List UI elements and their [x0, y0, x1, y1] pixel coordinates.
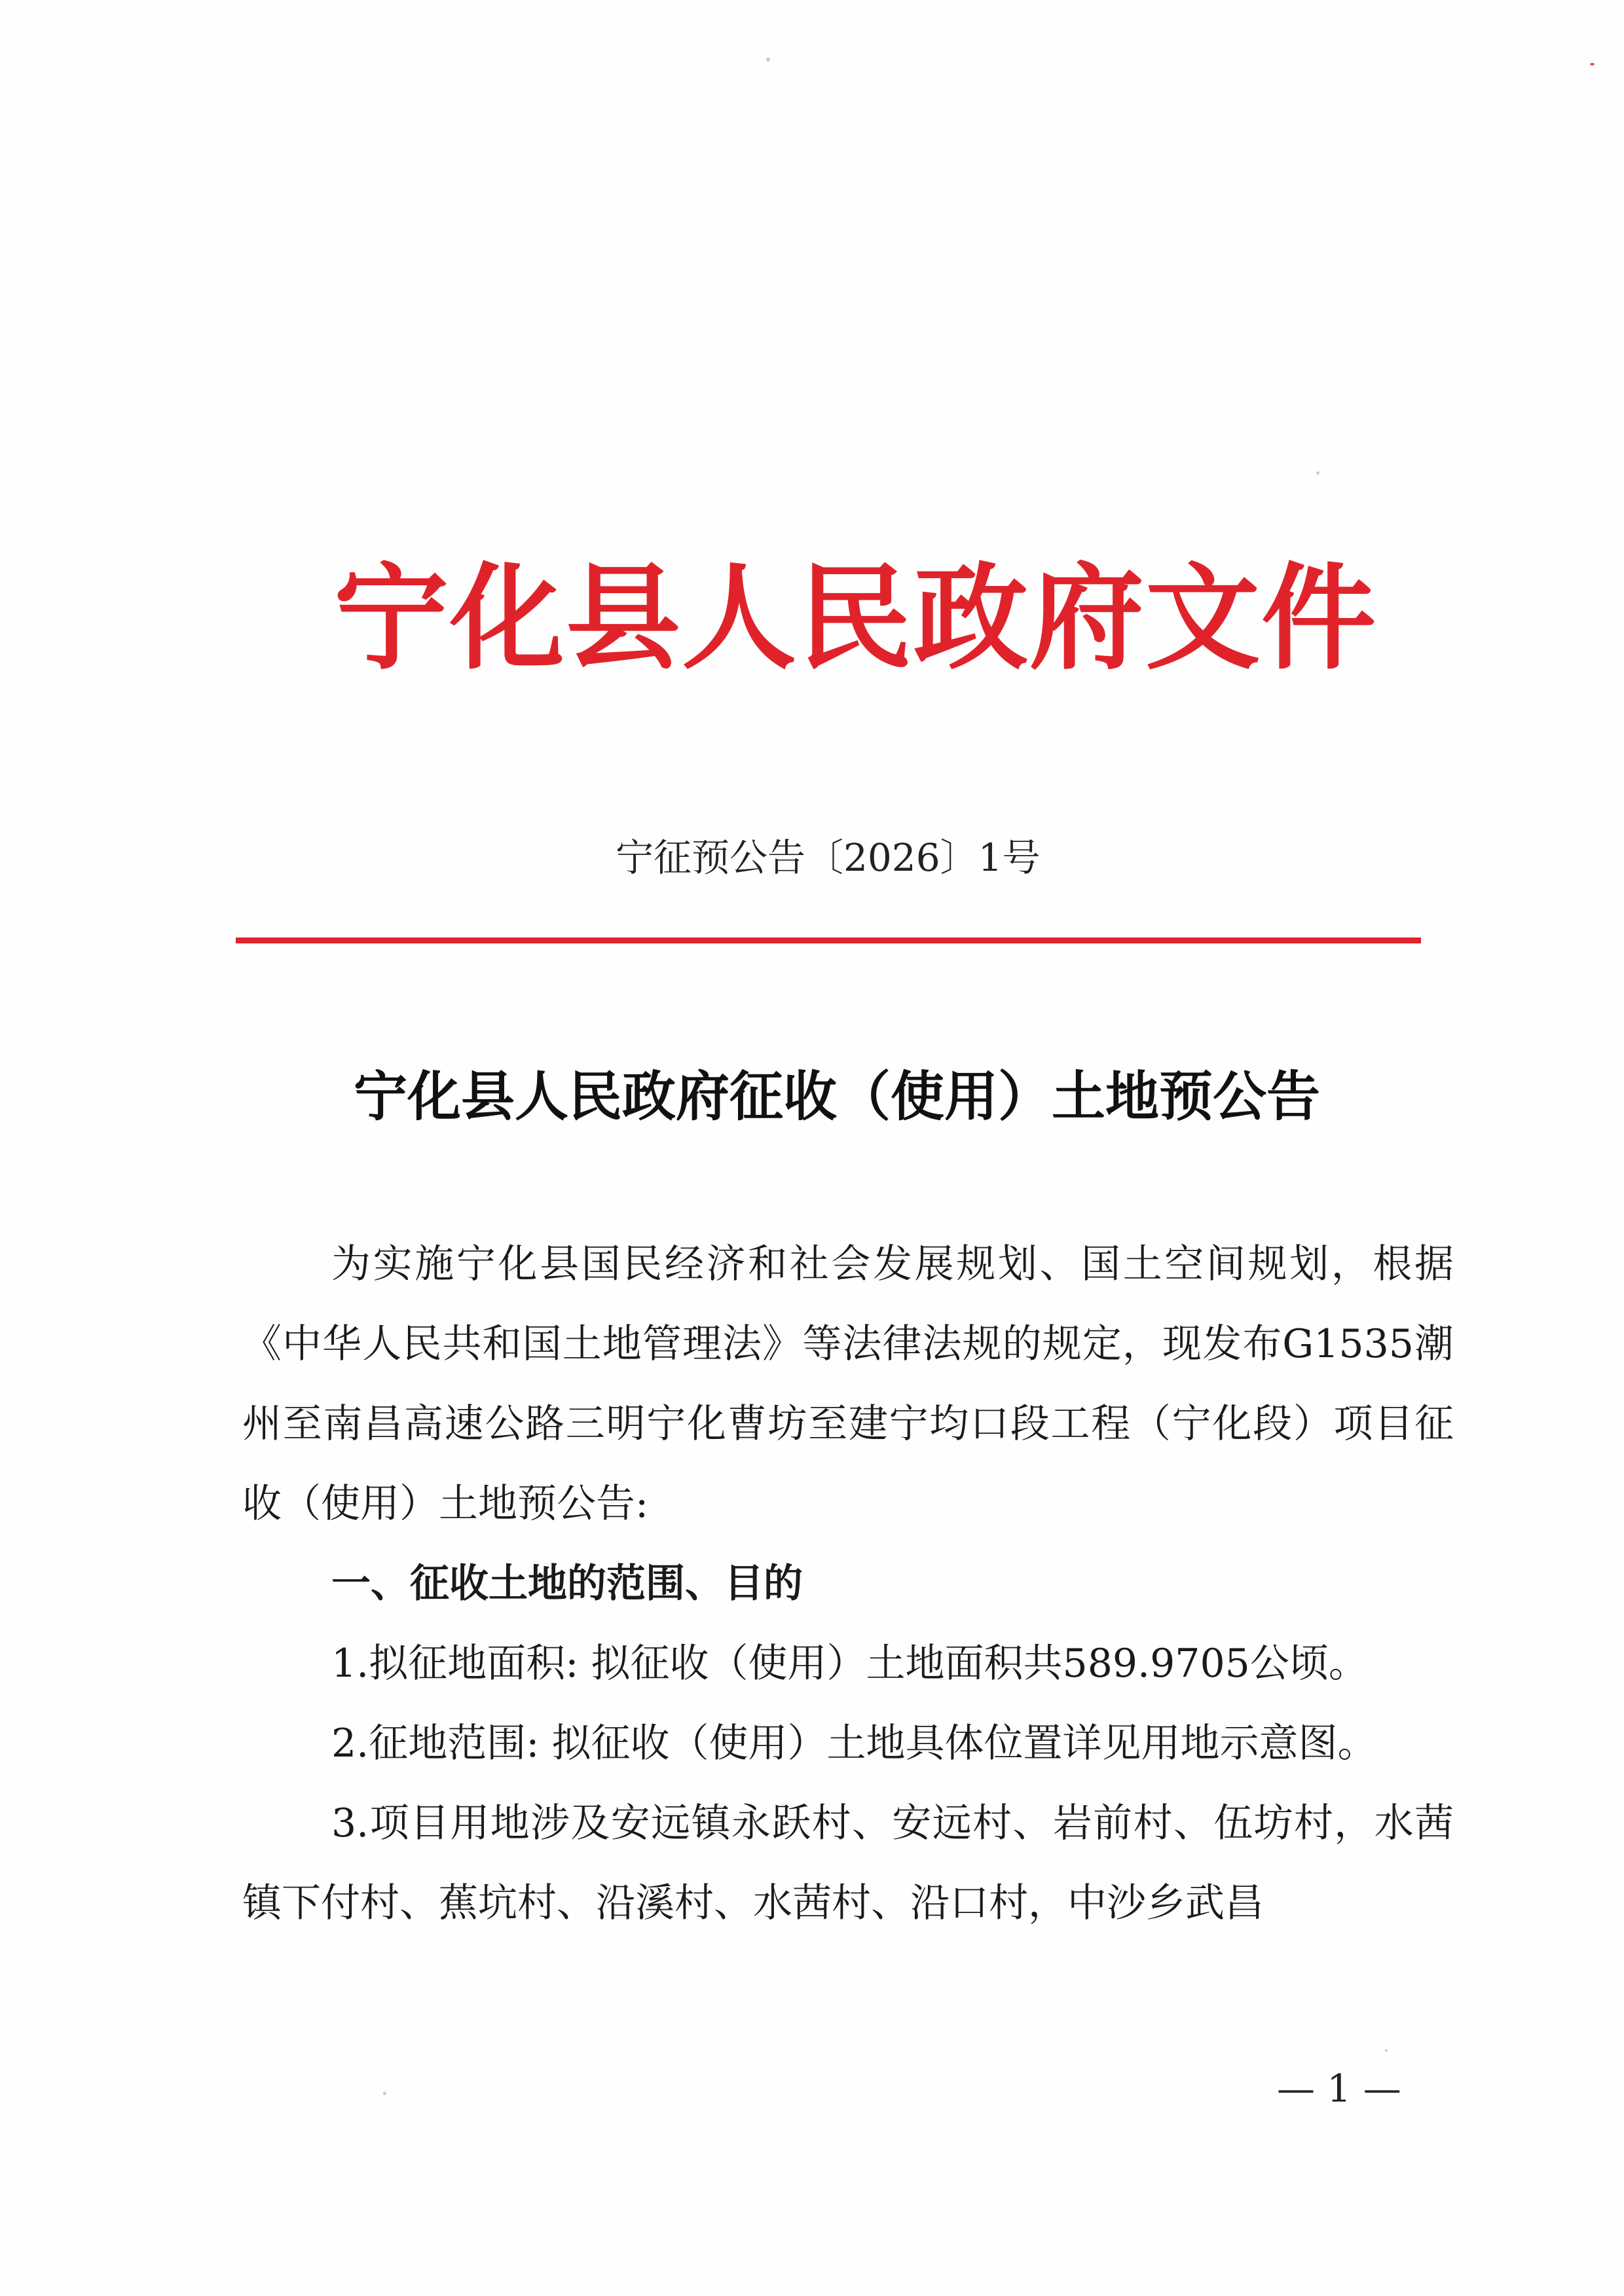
list-item: 2.征地范围: 拟征收（使用）土地具体位置详见用地示意图。 [331, 1721, 1377, 1766]
intro-paragraph: 为实施宁化县国民经济和社会发展规划、国土空间规划，根据《中华人民共和国土地管理法》等法律法规的规定，现发布G1535潮州至南昌高速公路三明宁化曹坊至建宁均口段工程（宁化段）项目征收（使用）土地预公告: [242, 1241, 1454, 1527]
red-divider-line [236, 938, 1421, 943]
list-item: 1.拟征地面积: 拟征收（使用）土地面积共589.9705公顷。 [331, 1641, 1368, 1686]
section-heading: 一、征收土地的范围、目的 [331, 1561, 803, 1607]
notice-body [242, 1224, 1454, 1943]
page-number: — 1 — [1277, 2066, 1401, 2111]
scan-speck [1590, 63, 1595, 65]
notice-title: 宁化县人民政府征收（使用）土地预公告 [354, 1065, 1321, 1128]
scan-speck [1316, 471, 1320, 475]
document-number: 宁征预公告〔2026〕1号 [616, 835, 1041, 880]
scan-speck [383, 2092, 386, 2095]
scan-speck [1385, 2049, 1388, 2052]
list-item: 3.项目用地涉及安远镇永跃村、安远村、岩前村、伍坊村，水茜镇下付村、蕉坑村、沿溪村、水茜村、沿口村，中沙乡武昌 [242, 1800, 1454, 1926]
scan-speck [766, 58, 770, 62]
document-header-title: 宁化县人民政府文件 [334, 551, 1377, 685]
